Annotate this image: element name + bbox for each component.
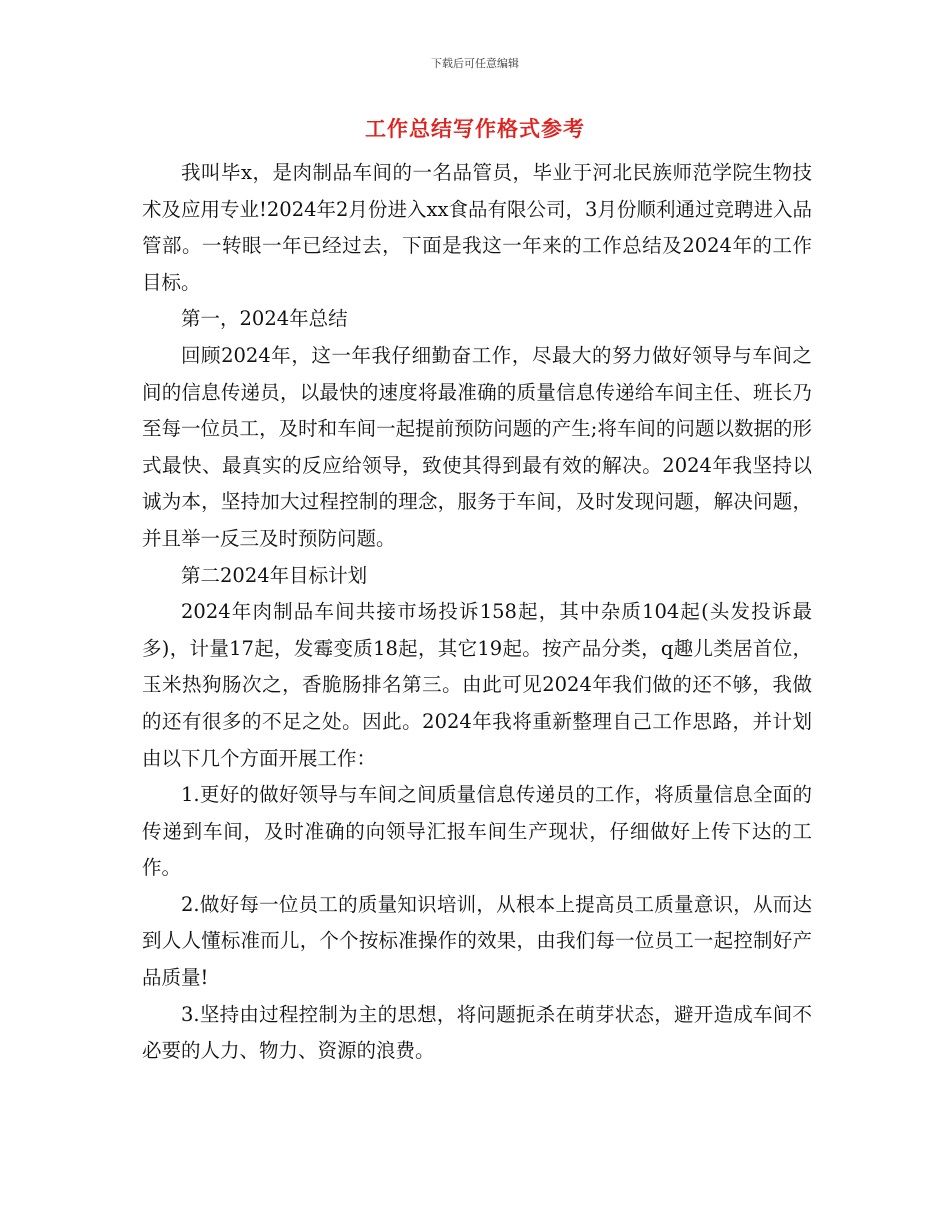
paragraph-complaints: 2024年肉制品车间共接市场投诉158起，其中杂质104起(头发投诉最多)，计量17起，发霉变质18起，其它19起。按产品分类，q趣儿类居首位，玉米热狗肠次之，香脆肠排名第三。由此可见2024年我们做的还不够，我做的还有很多的不足之处。因此。2024年我将重新整理自己工作思路，并计划由以下几个方面开展工作：	[142, 600, 812, 770]
header-note: 下载后可任意编辑	[431, 57, 519, 70]
section-heading-2024-plan: 第二2024年目标计划	[181, 563, 368, 587]
document-title: 工作总结写作格式参考	[365, 116, 585, 141]
plan-item-3: 3.坚持由过程控制为主的思想，将问题扼杀在萌芽状态，避开造成车间不必要的人力、物力、资源的浪费。	[142, 1002, 812, 1063]
plan-item-2: 2.做好每一位员工的质量知识培训，从根本上提高员工质量意识，从而达到人人懂标准而儿，个个按标准操作的效果，由我们每一位员工一起控制好产品质量!	[142, 892, 812, 990]
section-heading-2024-summary: 第一，2024年总结	[181, 307, 348, 331]
paragraph-review: 回顾2024年，这一年我仔细勤奋工作，尽最大的努力做好领导与车间之间的信息传递员，以最快的速度将最准确的质量信息传递给车间主任、班长乃至每一位员工，及时和车间一起提前预防问题的产生;将车间的问题以数据的形式最快、最真实的反应给领导，致使其得到最有效的解决。2024年我坚持以诚为本，坚持加大过程控制的理念，服务于车间，及时发现问题，解决问题，并且举一反三及时预防问题。	[142, 343, 812, 550]
plan-item-1: 1.更好的做好领导与车间之间质量信息传递员的工作，将质量信息全面的传递到车间，及时准确的向领导汇报车间生产现状，仔细做好上传下达的工作。	[142, 783, 812, 880]
paragraph-intro: 我叫毕x，是肉制品车间的一名品管员，毕业于河北民族师范学院生物技术及应用专业!2024年2月份进入xx食品有限公司，3月份顺利通过竞聘进入品管部。一转眼一年已经过去，下面是我这一年来的工作总结及2024年的工作目标。	[142, 161, 812, 294]
document-body	[142, 155, 812, 1070]
